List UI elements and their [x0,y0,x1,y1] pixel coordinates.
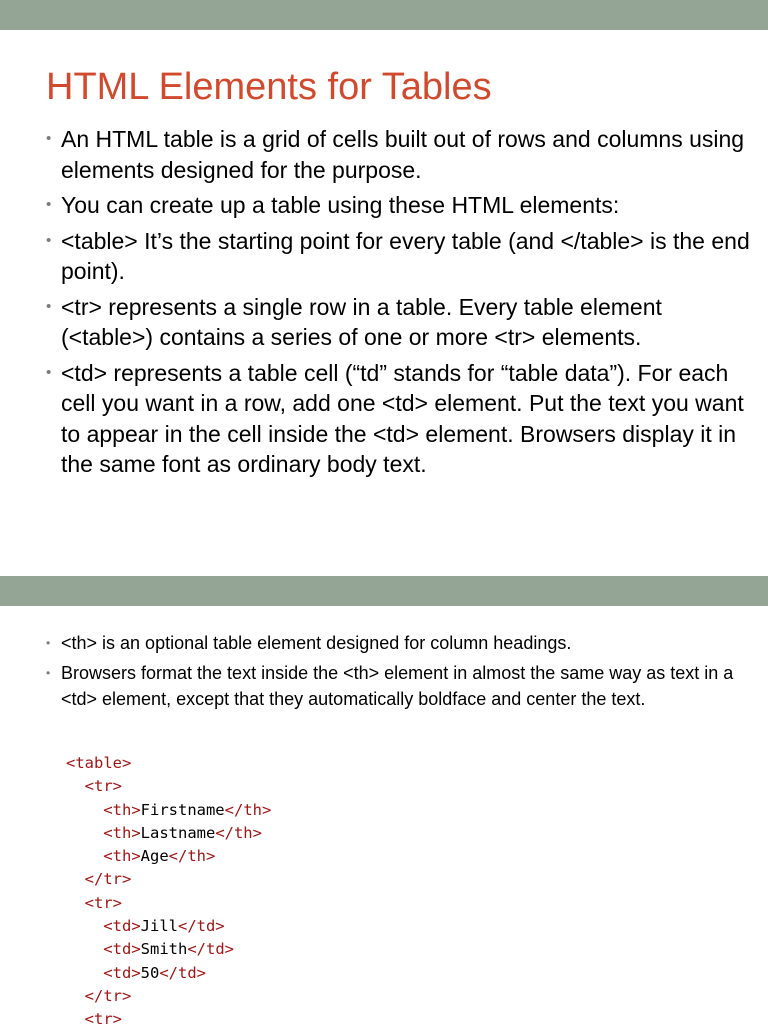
bullet-item: • An HTML table is a grid of cells built out of rows and columns using elements designed for the purpose. [46,124,756,185]
slide1-bullet-list [46,124,756,485]
code-line: <tr> [84,1010,122,1029]
code-line: <tr> [84,777,122,796]
code-line: <table> [66,754,132,772]
bullet-item: • <table> It’s the starting point for every table (and </table> is the end point). [46,226,756,287]
code-line: <th>Firstname</th> [103,800,272,819]
slide-title: HTML Elements for Tables [46,66,492,108]
bullet-item: • You can create up a table using these HTML elements: [46,190,756,221]
code-sample [66,752,271,1032]
slide-divider-bar [0,576,768,606]
bullet-item: • <th> is an optional table element designed for column headings. [46,630,756,656]
bullet-item: • <tr> represents a single row in a table. Every table element (<table>) contains a series of one or more <tr> elements. [46,292,756,353]
code-line: <td>Smith</td> [103,940,234,959]
code-line: <th>Age</th> [103,847,216,866]
slide2-bullet-list [46,630,756,716]
bullet-item: • Browsers format the text inside the <th> element in almost the same way as text in a <td> element, except that they automatically boldface and center the text. [46,660,756,712]
bullet-item: • <td> represents a table cell (“td” stands for “table data”). For each cell you want in a row, add one <td> element. Put the text you want to appear in the cell inside the <td> element. Browsers display it in the same font as ordinary body text. [46,358,756,480]
code-line: <th>Lastname</th> [103,823,262,842]
code-line: </tr> [84,870,132,889]
code-line: <td>Jill</td> [103,917,225,936]
slide-top-bar [0,0,768,30]
code-line: <td>50</td> [103,963,206,982]
code-line: </tr> [84,986,132,1005]
code-line: <tr> [84,893,122,912]
